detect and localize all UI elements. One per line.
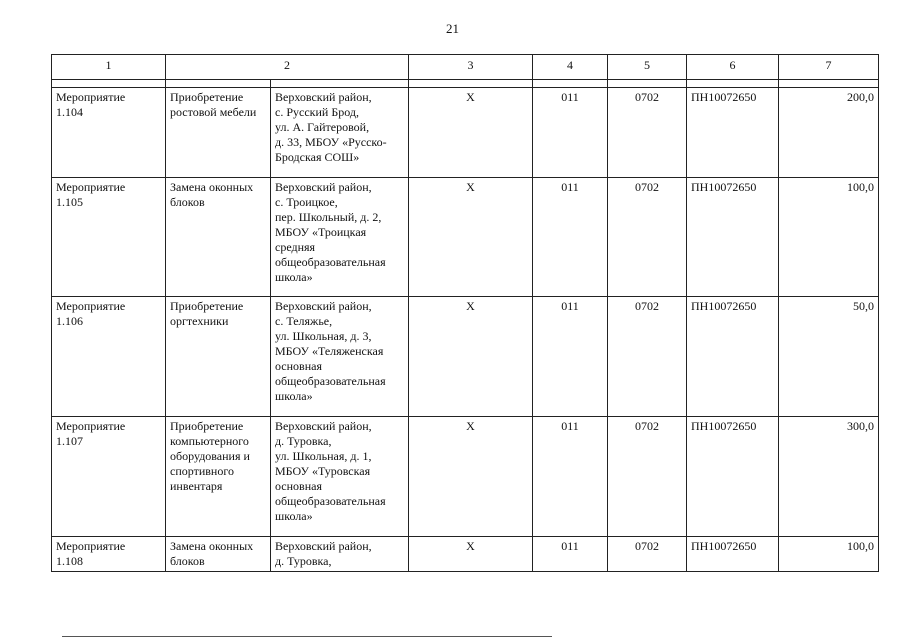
- header-row: [52, 55, 879, 80]
- col7-cell: 200,0: [779, 88, 879, 178]
- spacer-row: [52, 80, 879, 88]
- col3-cell: Х: [409, 417, 533, 537]
- header-col-7: 7: [779, 55, 879, 80]
- table-row: [52, 537, 879, 572]
- col4-cell: 011: [533, 297, 608, 417]
- measure-cell: Мероприятие 1.107: [52, 417, 166, 537]
- col6-cell: ПН10072650: [687, 88, 779, 178]
- col5-cell: 0702: [608, 537, 687, 572]
- col5-cell: 0702: [608, 417, 687, 537]
- col7-cell: 100,0: [779, 178, 879, 297]
- location-cell: Верховский район, д. Туровка, ул. Школьная, д. 1, МБОУ «Туровская основная общеобразовательная школа»: [271, 417, 409, 537]
- col6-cell: ПН10072650: [687, 178, 779, 297]
- location-cell: Верховский район, д. Туровка,: [271, 537, 409, 572]
- table-row: [52, 417, 879, 537]
- budget-table: [51, 54, 879, 572]
- col4-cell: 011: [533, 417, 608, 537]
- col5-cell: 0702: [608, 178, 687, 297]
- table-row: [52, 178, 879, 297]
- measure-cell: Мероприятие 1.106: [52, 297, 166, 417]
- table-row: [52, 88, 879, 178]
- footer-rule: [62, 636, 552, 637]
- col7-cell: 100,0: [779, 537, 879, 572]
- header-col-3: 3: [409, 55, 533, 80]
- col3-cell: Х: [409, 88, 533, 178]
- measure-cell: Мероприятие 1.104: [52, 88, 166, 178]
- measure-cell: Мероприятие 1.108: [52, 537, 166, 572]
- description-cell: Приобретение ростовой мебели: [166, 88, 271, 178]
- header-col-1: 1: [52, 55, 166, 80]
- measure-cell: Мероприятие 1.105: [52, 178, 166, 297]
- col6-cell: ПН10072650: [687, 297, 779, 417]
- col4-cell: 011: [533, 178, 608, 297]
- col6-cell: ПН10072650: [687, 417, 779, 537]
- page-number: 21: [446, 21, 459, 36]
- col3-cell: Х: [409, 178, 533, 297]
- col5-cell: 0702: [608, 88, 687, 178]
- location-cell: Верховский район, с. Троицкое, пер. Школьный, д. 2, МБОУ «Троицкая средняя общеобразовательная школа»: [271, 178, 409, 297]
- col3-cell: Х: [409, 297, 533, 417]
- description-cell: Замена оконных блоков: [166, 178, 271, 297]
- col7-cell: 50,0: [779, 297, 879, 417]
- col3-cell: Х: [409, 537, 533, 572]
- table-row: [52, 297, 879, 417]
- description-cell: Приобретение компьютерного оборудования и спортивного инвентаря: [166, 417, 271, 537]
- col5-cell: 0702: [608, 297, 687, 417]
- description-cell: Приобретение оргтехники: [166, 297, 271, 417]
- location-cell: Верховский район, с. Теляжье, ул. Школьная, д. 3, МБОУ «Теляженская основная общеобразовательная школа»: [271, 297, 409, 417]
- col6-cell: ПН10072650: [687, 537, 779, 572]
- col4-cell: 011: [533, 537, 608, 572]
- col7-cell: 300,0: [779, 417, 879, 537]
- header-col-6: 6: [687, 55, 779, 80]
- description-cell: Замена оконных блоков: [166, 537, 271, 572]
- header-col-5: 5: [608, 55, 687, 80]
- header-col-4: 4: [533, 55, 608, 80]
- col4-cell: 011: [533, 88, 608, 178]
- header-col-2: 2: [166, 55, 409, 80]
- location-cell: Верховский район, с. Русский Брод, ул. А. Гайтеровой, д. 33, МБОУ «Русско- Бродская СОШ»: [271, 88, 409, 178]
